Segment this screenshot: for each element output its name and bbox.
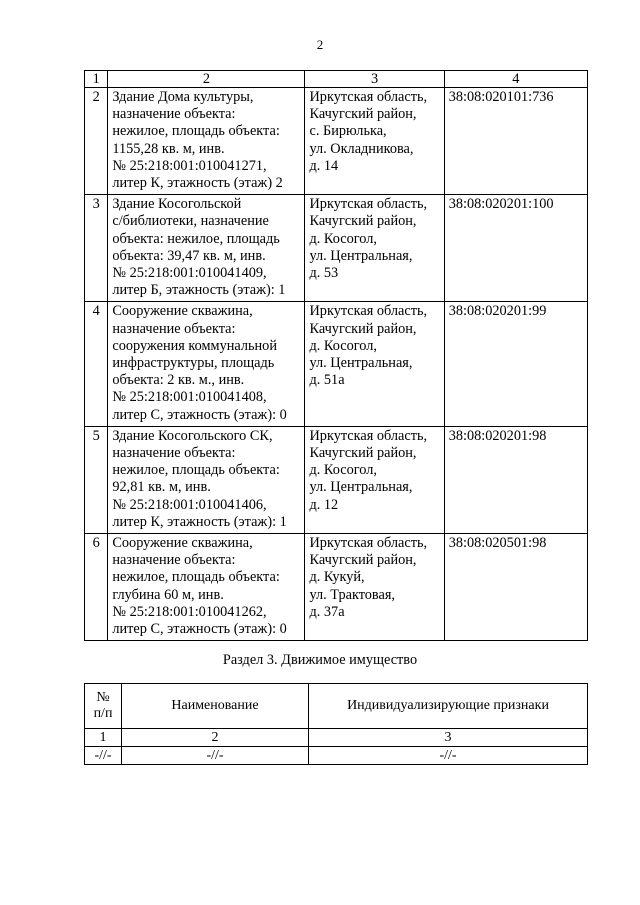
row-number: 5 [85,426,108,533]
object-description-line: объекта: нежилое, площадь [112,230,280,247]
page-number: 2 [316,37,324,52]
object-description-line: с/библиотеки, назначение [112,213,269,230]
object-description [108,302,305,426]
table-row [85,302,588,426]
object-description-line: инфраструктуры, площадь [112,355,275,372]
object-address [305,426,444,533]
table-row [85,426,588,533]
object-description-line: 92,81 кв. м, инв. [112,479,211,496]
object-description-line: № 25:218:001:010041271, [112,157,267,174]
object-address-line: д. 37а [309,603,345,620]
object-address-line: Иркутская область, [309,427,428,444]
header-number-cell [85,684,122,729]
object-address-line: с. Бирюлька, [309,123,387,140]
column-number-1: 1 [85,71,108,88]
object-description-line: объекта: 39,47 кв. м, инв. [112,247,266,264]
object-description-line: нежилое, площадь объекта: [112,123,280,140]
header-number-abbr: п/п [93,706,113,721]
object-description [108,195,305,302]
row-number: 3 [85,195,108,302]
section-title: Раздел 3. Движимое имущество [222,652,418,668]
table-row [85,534,588,641]
column-number-3: 3 [309,729,588,747]
object-address [305,88,444,195]
row-number: 6 [85,534,108,641]
real-estate-table [84,70,588,641]
object-description [108,88,305,195]
object-address-line: ул. Центральная, [309,355,413,372]
object-address-line: ул. Центральная, [309,479,413,496]
row-number: 4 [85,302,108,426]
object-description-line: литер С, этажность (этаж): 0 [112,406,287,423]
object-description-line: 1155,28 кв. м, инв. [112,140,225,157]
object-address-line: Качугский район, [309,445,417,462]
object-address-line: ул. Центральная, [309,247,413,264]
row-features: -//- [309,747,588,765]
table-row [85,747,588,765]
object-description-line: № 25:218:001:010041408, [112,389,267,406]
object-description-line: назначение объекта: [112,320,236,337]
object-description-line: Здание Дома культуры, [112,89,254,105]
object-address-line: д. 51а [309,372,345,389]
object-address-line: д. 12 [309,496,339,513]
table-header-row [85,71,588,88]
object-description-line: литер К, этажность (этаж): 1 [112,513,287,530]
table-header-row [85,684,588,729]
object-description-line: Здание Косогольского СК, [112,427,273,444]
object-address [305,195,444,302]
object-description [108,534,305,641]
object-description-line: № 25:218:001:010041262, [112,603,267,620]
object-description-line: Здание Косогольской [112,196,242,213]
object-description-line: Сооружение скважина, [112,535,253,552]
cadastral-number: 38:08:020101:736 [444,88,587,195]
object-address-line: Иркутская область, [309,196,428,213]
object-address-line: д. Косогол, [309,462,377,479]
object-description-line: нежилое, площадь объекта: [112,462,280,479]
object-address-line: Качугский район, [309,213,417,230]
column-number-4: 4 [444,71,587,88]
row-name: -//- [122,747,309,765]
header-features: Индивидуализирующие признаки [309,684,588,729]
cadastral-number: 38:08:020201:99 [444,302,587,426]
object-address-line: ул. Окладникова, [309,140,414,157]
object-description-line: Сооружение скважина, [112,303,253,320]
object-description-line: назначение объекта: [112,445,236,462]
object-description-line: сооружения коммунальной [112,337,277,354]
object-address-line: Качугский район, [309,106,417,123]
column-number-1: 1 [85,729,122,747]
object-description-line: литер К, этажность (этаж) 2 [112,175,283,192]
object-description [108,426,305,533]
header-number-sign: № [96,690,110,705]
object-address [305,534,444,641]
column-number-2: 2 [122,729,309,747]
table-row [85,88,588,195]
column-number-2: 2 [108,71,305,88]
cadastral-number: 38:08:020201:98 [444,426,587,533]
object-address-line: ул. Трактовая, [309,586,395,603]
object-address-line: д. Косогол, [309,230,377,247]
object-address-line: Иркутская область, [309,89,428,105]
object-address [305,302,444,426]
header-name: Наименование [122,684,309,729]
cadastral-number: 38:08:020201:100 [444,195,587,302]
object-description-line: назначение объекта: [112,552,236,569]
object-description-line: назначение объекта: [112,106,236,123]
object-address-line: д. Косогол, [309,337,377,354]
column-number-3: 3 [305,71,444,88]
object-address-line: Качугский район, [309,552,417,569]
object-address-line: д. 14 [309,157,339,174]
object-address-line: Качугский район, [309,320,417,337]
column-numbers-row [85,729,588,747]
object-description-line: № 25:218:001:010041406, [112,496,267,513]
object-address-line: д. Кукуй, [309,569,365,586]
object-description-line: глубина 60 м, инв. [112,586,224,603]
object-address-line: Иркутская область, [309,535,428,552]
table-row [85,195,588,302]
object-description-line: объекта: 2 кв. м., инв. [112,372,245,389]
object-description-line: литер С, этажность (этаж): 0 [112,621,287,638]
row-number: 2 [85,88,108,195]
cadastral-number: 38:08:020501:98 [444,534,587,641]
object-description-line: литер Б, этажность (этаж): 1 [112,282,286,299]
object-description-line: № 25:218:001:010041409, [112,265,267,282]
row-number: -//- [85,747,122,765]
object-address-line: Иркутская область, [309,303,428,320]
object-description-line: нежилое, площадь объекта: [112,569,280,586]
object-address-line: д. 53 [309,265,339,282]
movable-property-table [84,683,588,765]
